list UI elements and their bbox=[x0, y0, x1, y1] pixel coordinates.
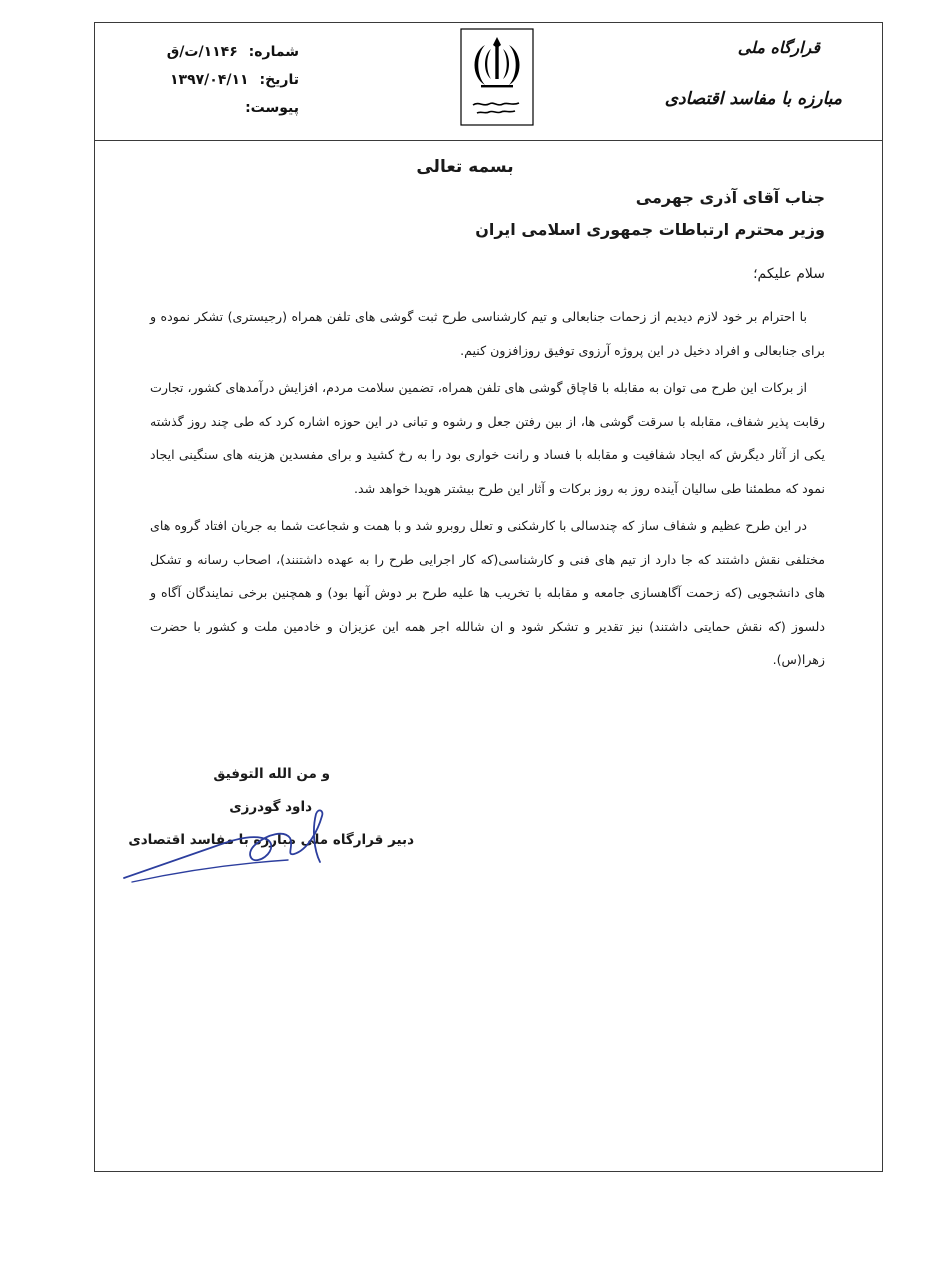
letter-number-label: شماره: bbox=[248, 44, 299, 60]
letter-date bbox=[149, 71, 299, 89]
letter-number-value: ۱۱۴۶/ت/ق bbox=[166, 44, 238, 60]
body-paragraph-1: با احترام بر خود لازم دیدیم از زحمات جنابعالی و تیم کارشناسی طرح ثبت گوشی های تلفن همراه (رجیستری) تشکر نموده و برای جنابعالی و افراد دخیل در این پروژه آرزوی توفیق روزافزون کنیم. bbox=[150, 309, 825, 358]
org-name-line1: قرارگاه ملی bbox=[737, 38, 820, 57]
recipient-title: وزیر محترم ارتباطات جمهوری اسلامی ایران bbox=[475, 220, 825, 239]
letter-attachment-label: پیوست: bbox=[245, 100, 299, 116]
letter-date-value: ۱۳۹۷/۰۴/۱۱ bbox=[170, 72, 249, 88]
body-paragraph-2: از برکات این طرح می توان به مقابله با قاچاق گوشی های تلفن همراه، تضمین سلامت مردم، افزایش درآمدهای کشور، تجارت رقابت پذیر شفاف، مقابله با سرقت گوشی ها، از بین رفتن جعل و رشوه و تبانی در این حوزه اشاره کرد که طی چند روز گذشته یکی از آثار دیگرش که ایجاد شفافیت و مقابله با فساد و رانت خواری بود را به رخ کشید و برای مفسدین هزینه های سنگینی ایجاد نمود که مطمئنا طی سالیان آینده روز به روز برکات و آثار این طرح بیشتر هویدا خواهد شد. bbox=[150, 380, 825, 496]
iran-emblem-icon bbox=[447, 27, 547, 133]
signer-name: داود گودرزی bbox=[229, 799, 312, 815]
bismillah-heading: بسمه تعالی bbox=[416, 157, 514, 177]
signer-title: دبیر قرارگاه ملی مبارزه با مفاسد اقتصادی bbox=[128, 832, 414, 848]
handwritten-signature bbox=[118, 800, 348, 890]
closing-phrase: و من الله التوفیق bbox=[213, 766, 330, 782]
recipient-name: جناب آقای آذری جهرمی bbox=[635, 188, 825, 207]
letter-date-label: تاریخ: bbox=[259, 72, 299, 88]
salutation: سلام علیکم؛ bbox=[753, 266, 825, 282]
letter-number bbox=[149, 43, 299, 61]
body-paragraph-3: در این طرح عظیم و شفاف ساز که چندسالی با کارشکنی و تعلل روبرو شد و با همت و شجاعت شما به جریان افتاد گروه های مختلفی نقش داشتند که جا دارد از تیم های فنی و کارشناسی(که کار اجرایی طرح را به عهده داشتنند)، اصحاب رسانه و تشکل های دانشجویی (که زحمت آگاهسازی جامعه و مقابله با تخریب ها علیه طرح بر دوش آنها بود) و همچنین برخی نمایندگان آگاه و دلسوز (که نقش حمایتی داشتند) نیز تقدیر و تشکر شود و ان شالله اجر همه این عزیزان و خادمین ملت و کشور با حضرت زهرا(س). bbox=[150, 518, 825, 667]
header-divider bbox=[95, 140, 882, 141]
letter-body bbox=[150, 300, 825, 681]
letter-attachment bbox=[149, 99, 299, 117]
org-name-line2: مبارزه با مفاسد اقتصادی bbox=[664, 89, 842, 109]
